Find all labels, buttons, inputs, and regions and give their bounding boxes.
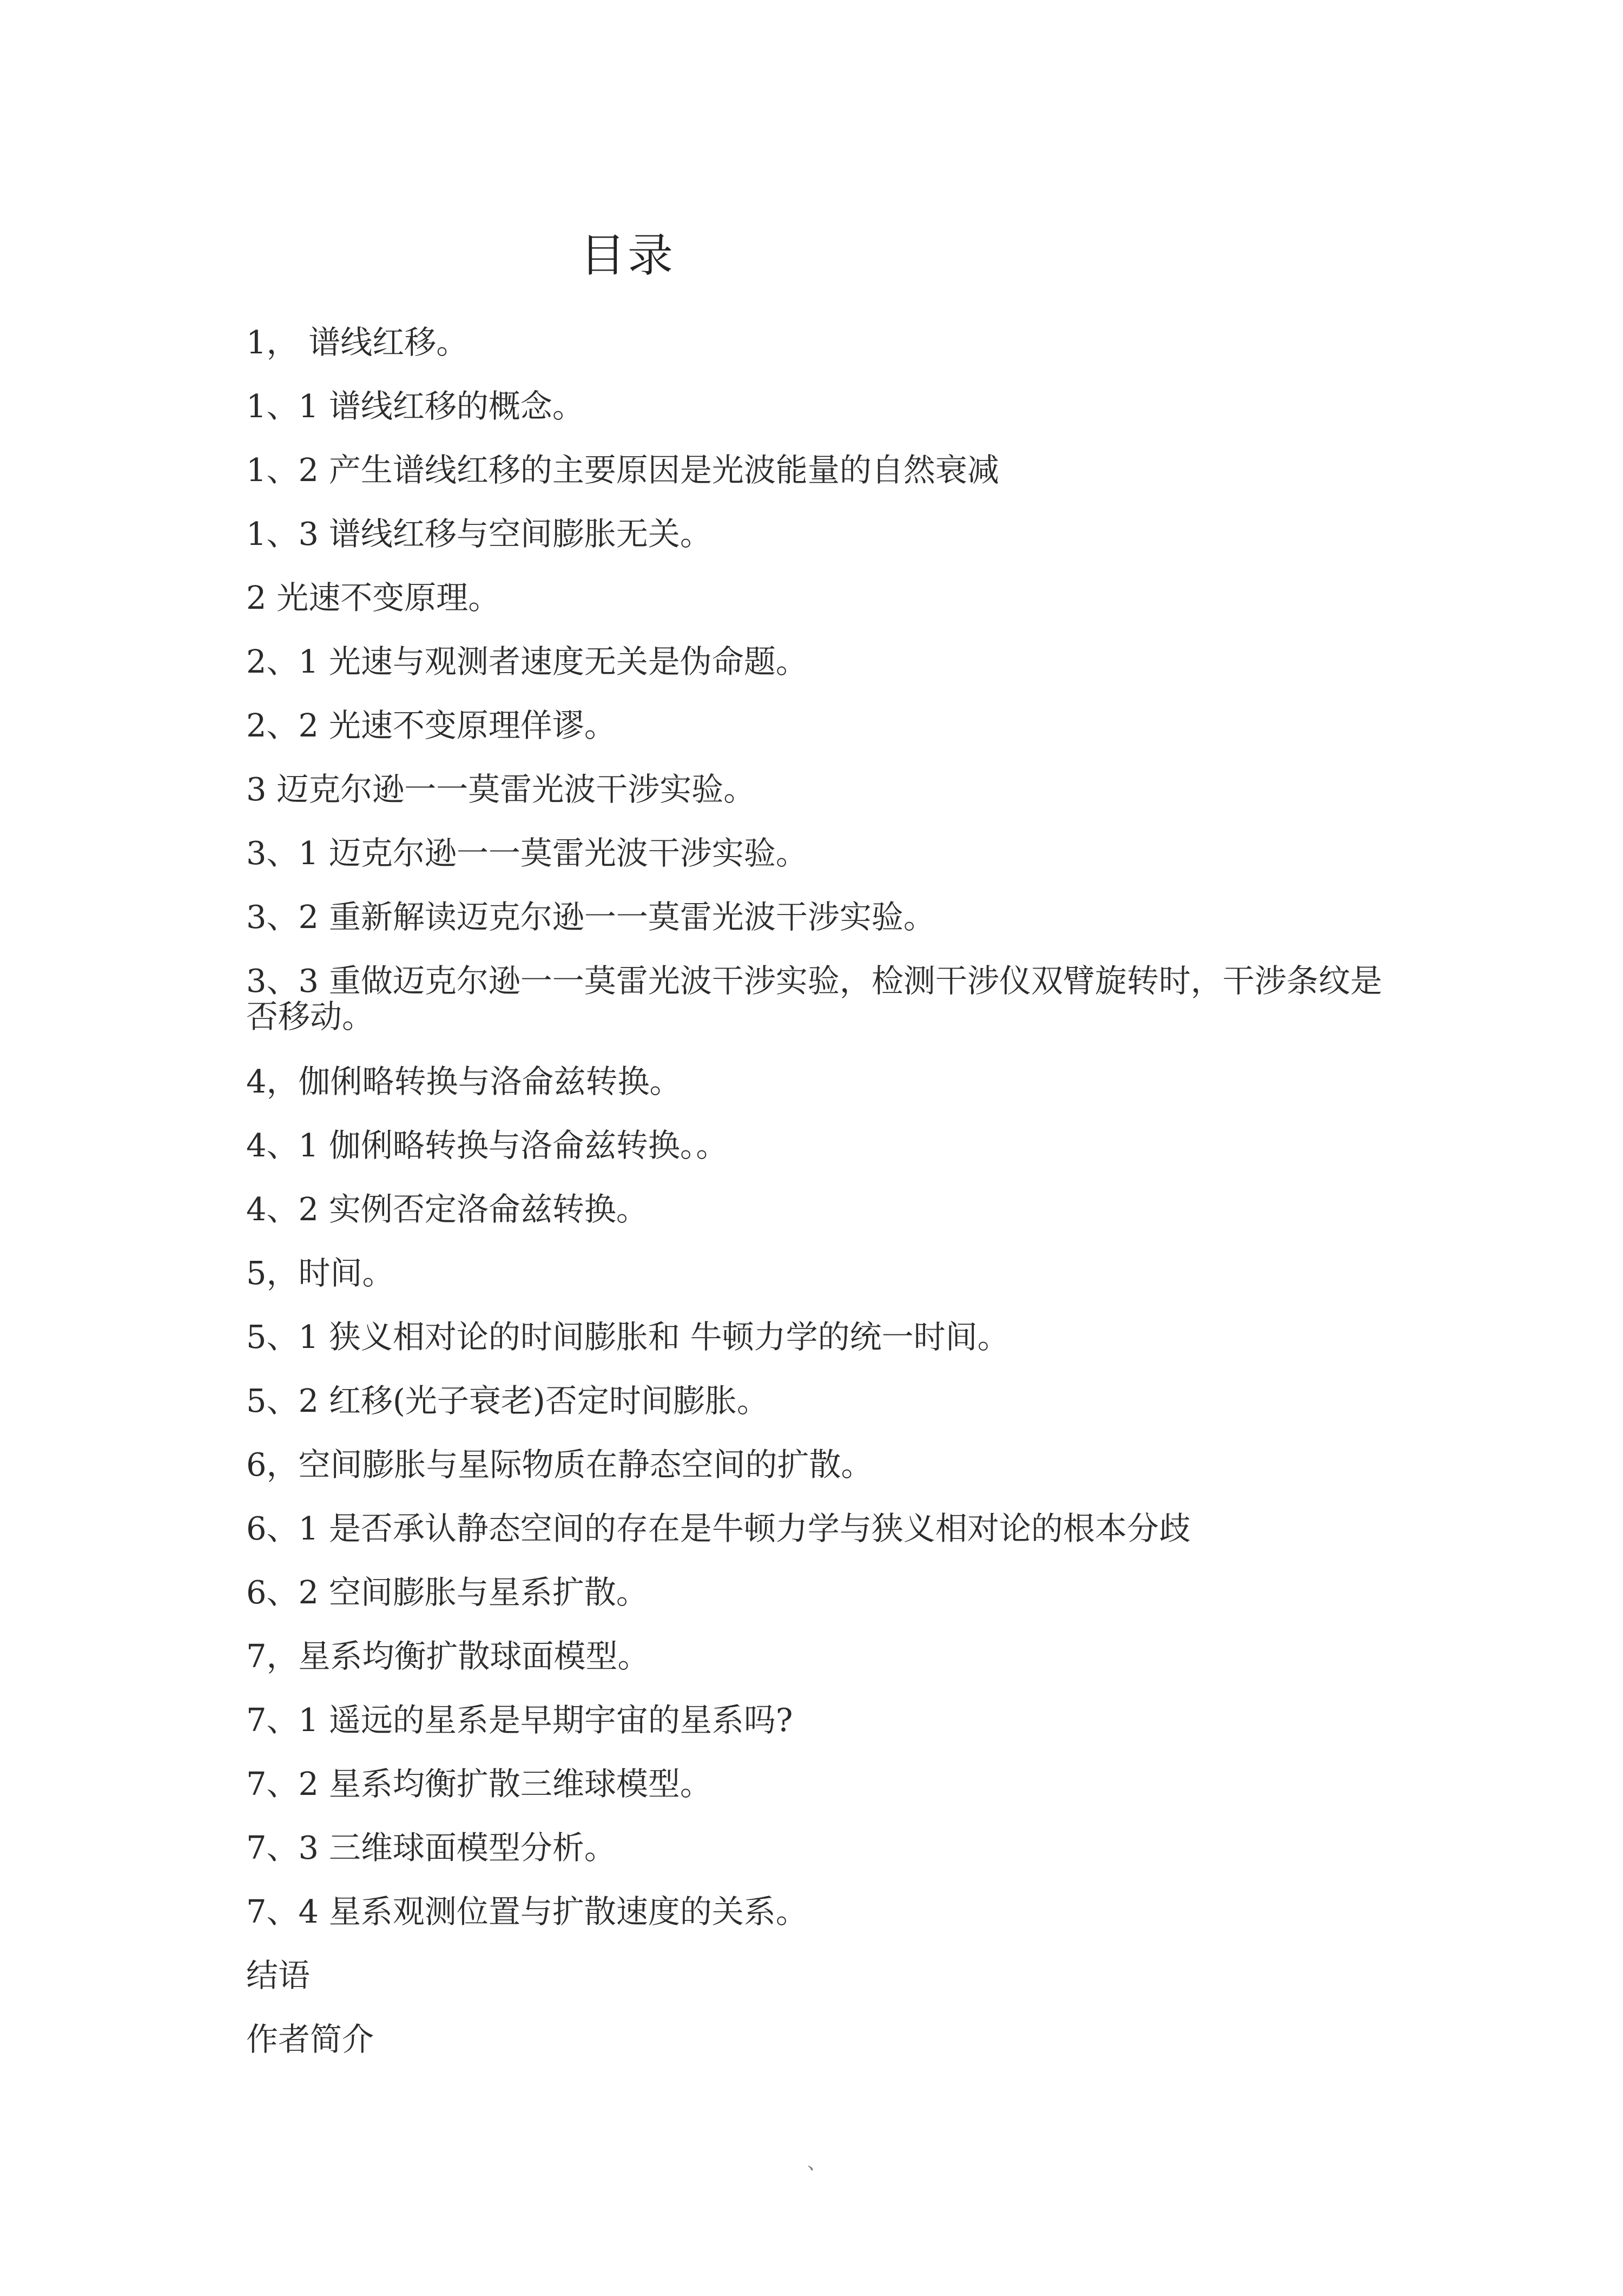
- toc-title: 目录: [580, 229, 676, 282]
- toc-entry: 结语: [246, 1957, 311, 1994]
- page-mark: 、: [807, 2152, 827, 2174]
- toc-entry: 7、3 三维球面模型分析。: [246, 1829, 616, 1866]
- toc-entry: 6、2 空间膨胀与星系扩散。: [246, 1574, 648, 1611]
- toc-entry: 3、1 迈克尔逊一一莫雷光波干涉实验。: [246, 834, 808, 872]
- toc-entry: 作者简介: [246, 2021, 374, 2058]
- toc-entry: 7，星系均衡扩散球面模型。: [246, 1637, 650, 1675]
- toc-entry: 2、2 光速不变原理佯谬。: [246, 707, 616, 744]
- toc-entry: 1、1 谱线红移的概念。: [246, 387, 584, 425]
- toc-list: [246, 325, 1404, 2086]
- toc-entry: 4、2 实例否定洛侖兹转换。: [246, 1190, 648, 1228]
- toc-entry: 5、2 红移(光子衰老)否定时间膨胀。: [246, 1382, 769, 1419]
- toc-entry: 5、1 狭义相对论的时间膨胀和 牛顿力学的统一时间。: [246, 1318, 1010, 1356]
- toc-entry: 7、4 星系观测位置与扩散速度的关系。: [246, 1893, 808, 1930]
- toc-entry: 3 迈克尔逊一一莫雷光波干涉实验。: [246, 771, 756, 808]
- toc-entry: 2、1 光速与观测者速度无关是伪命题。: [246, 643, 808, 680]
- toc-entry: 4，伽俐略转换与洛侖兹转换。: [246, 1063, 682, 1100]
- toc-entry: 5，时间。: [246, 1254, 394, 1292]
- toc-entry: 3、2 重新解读迈克尔逊一一莫雷光波干涉实验。: [246, 898, 935, 936]
- toc-entry: 2 光速不变原理。: [246, 579, 500, 616]
- toc-entry: 1， 谱线红移。: [246, 324, 469, 361]
- toc-entry: 6，空间膨胀与星际物质在静态空间的扩散。: [246, 1446, 873, 1483]
- toc-entry: 7、1 遥远的星系是早期宇宙的星系吗?: [246, 1701, 793, 1739]
- toc-entry: 3、3 重做迈克尔逊一一莫雷光波干涉实验，检测干涉仪双臂旋转时，干涉条纹是否移动。: [246, 962, 1382, 1035]
- toc-entry: 4、1 伽俐略转换与洛侖兹转换。。: [246, 1127, 728, 1164]
- toc-entry: 7、2 星系均衡扩散三维球模型。: [246, 1765, 712, 1802]
- toc-entry: 6、1 是否承认静态空间的存在是牛顿力学与狭义相对论的根本分歧: [246, 1510, 1191, 1547]
- toc-entry: 1、3 谱线红移与空间膨胀无关。: [246, 515, 712, 552]
- toc-entry: 1、2 产生谱线红移的主要原因是光波能量的自然衰减: [246, 451, 999, 489]
